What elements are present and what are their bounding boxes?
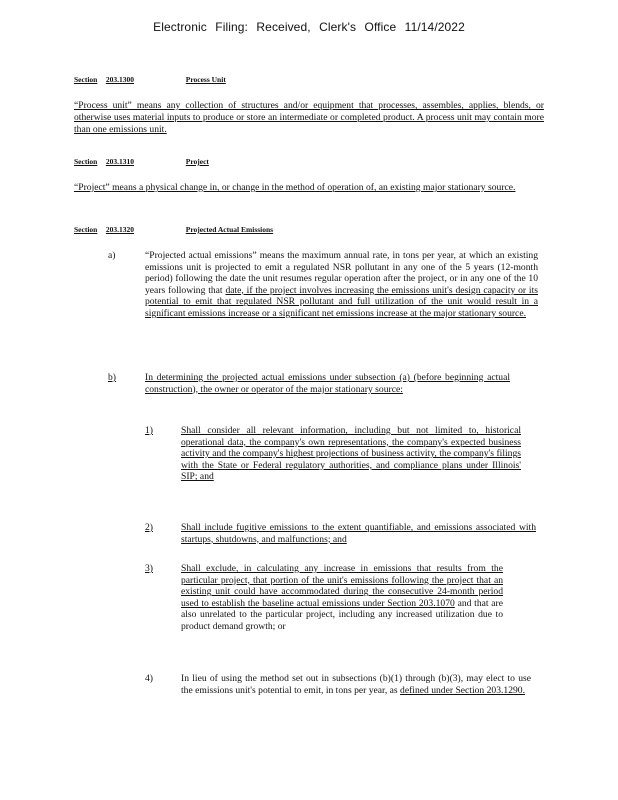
item-marker-b1: 1): [145, 425, 153, 436]
section-heading-process-unit: [74, 75, 226, 84]
item-b-text: In determining the projected actual emissions under subsection (a) (before beginning actual construction), the owner or operator of the major stationary source:: [145, 372, 510, 395]
item-b2-text: Shall include fugitive emissions to the extent quantifiable, and emissions associated with startups, shutdowns, and malfunctions; and: [181, 522, 536, 545]
item-marker-b4: 4): [145, 673, 153, 684]
section-label: Section: [74, 157, 98, 166]
section-number: 203.1310: [105, 157, 134, 166]
item-marker-b: b): [108, 372, 116, 383]
section-body-process-unit: “Process unit” means any collection of structures and/or equipment that processes, assembles, applies, blends, or otherwise uses material inputs to produce or store an intermediate or completed product. A process unit may contain more than one emissions unit.: [74, 100, 544, 135]
section-title: Process Unit: [185, 75, 226, 84]
section-heading-projected-actual-emissions: [74, 225, 273, 234]
section-heading-project: [74, 157, 209, 166]
item-marker-a: a): [108, 250, 116, 261]
item-b1-text: Shall consider all relevant information, including but not limited to, historical operational data, the company's own representations, the company's expected business activity and the company's highest projections of business activity, the company's filings with the State or Federal regulatory authorities, and compliance plans under Illinois' SIP; and: [181, 425, 521, 483]
section-body-project: “Project” means a physical change in, or change in the method of operation of, an existing major stationary source.: [74, 182, 516, 193]
item-b4-text-underlined: defined under Section 203.1290.: [400, 684, 526, 696]
item-a-text-underlined: date, if the project involves increasing the emissions unit's design capacity or its potential to emit that regulated NSR pollutant and full utilization of the unit would result in a significant emissions increase or a significant net emissions increase at the major stationary source.: [145, 284, 539, 319]
item-b4-text-plain: In lieu of using the method set out in subsections (b)(1) through (b)(3), may elect to use the emissions unit's potential to emit, in tons per year, as: [181, 673, 531, 696]
section-title: Project: [185, 157, 209, 166]
section-number: 203.1320: [105, 225, 134, 234]
section-label: Section: [74, 225, 98, 234]
section-title: Projected Actual Emissions: [185, 225, 274, 234]
item-marker-b2: 2): [145, 522, 153, 533]
item-a-text-plain: “Projected actual emissions” means the maximum annual rate, in tons per year, at which an existing emissions unit is projected to emit a regulated NSR pollutant in any one of the 5 years (12-month period) following the date the unit resumes regular operation after the project, or in any one of the 10 years following that: [145, 250, 538, 296]
item-b4-text: [181, 673, 531, 696]
section-label: Section: [74, 75, 98, 84]
filing-header: Electronic Filing: Received, Clerk's Office 11/14/2022: [153, 20, 465, 34]
item-b3-text: [181, 563, 503, 633]
item-b3-text-underlined: Shall exclude, in calculating any increase in emissions that results from the particular project, that portion of the unit's emissions following the project that an existing unit could have accommodated during the consecutive 24-month period used to establish the baseline actual emissions under Section 203.1070: [181, 563, 503, 609]
section-number: 203.1300: [105, 75, 134, 84]
item-b3-text-plain: and that are also unrelated to the particular project, including any increased utilization due to product demand growth; or: [181, 597, 503, 632]
item-a-text: [145, 250, 538, 320]
item-marker-b3: 3): [145, 563, 153, 574]
